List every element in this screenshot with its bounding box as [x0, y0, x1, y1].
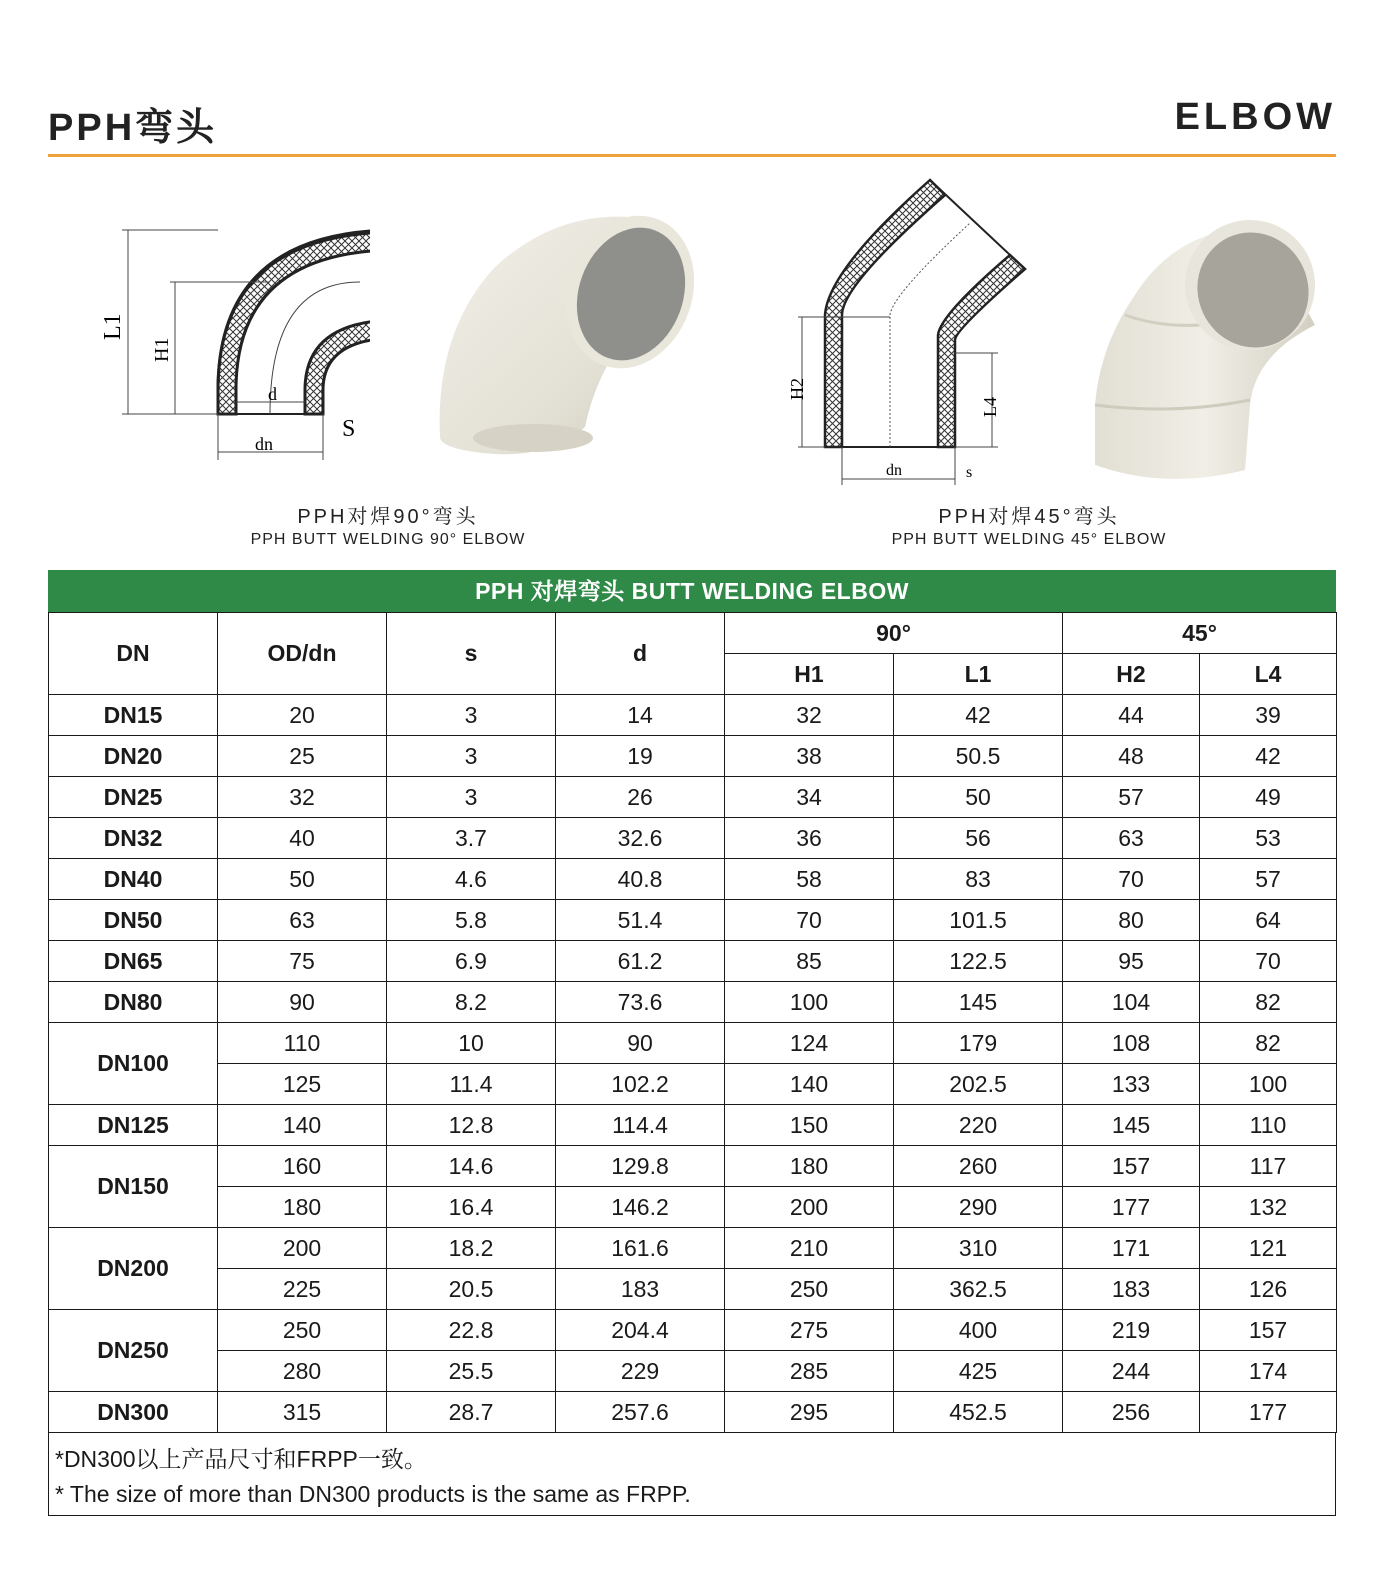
footnote-en: * The size of more than DN300 products is the same as FRPP.	[55, 1481, 691, 1507]
cell-od: 40	[218, 818, 387, 859]
table-row	[49, 1187, 1337, 1228]
cell-od: 63	[218, 900, 387, 941]
cell-h2: 244	[1063, 1351, 1200, 1392]
table-row	[49, 1105, 1337, 1146]
cell-l4: 82	[1200, 1023, 1337, 1064]
cell-l1: 425	[894, 1351, 1063, 1392]
cell-d: 161.6	[556, 1228, 725, 1269]
cell-d: 32.6	[556, 818, 725, 859]
col-header-h2: H2	[1063, 654, 1200, 695]
cell-h1: 210	[725, 1228, 894, 1269]
cell-h1: 58	[725, 859, 894, 900]
table-row	[49, 695, 1337, 736]
cell-l4: 177	[1200, 1392, 1337, 1433]
caption-90-zh: PPH对焊90°弯头	[297, 506, 479, 528]
cell-od: 125	[218, 1064, 387, 1105]
cell-od: 180	[218, 1187, 387, 1228]
table-row	[49, 777, 1337, 818]
table-row	[49, 941, 1337, 982]
col-group-90: 90°	[725, 613, 1063, 654]
cell-h2: 104	[1063, 982, 1200, 1023]
cell-l1: 202.5	[894, 1064, 1063, 1105]
label-d: d	[268, 384, 277, 404]
cell-s: 22.8	[387, 1310, 556, 1351]
elbow-45-drawing	[780, 175, 1040, 485]
spec-table-grid	[48, 612, 1337, 1433]
cell-d: 183	[556, 1269, 725, 1310]
cell-od: 75	[218, 941, 387, 982]
col-group-45: 45°	[1063, 613, 1337, 654]
spec-table	[48, 570, 1336, 1516]
cell-l4: 70	[1200, 941, 1337, 982]
cell-od: 160	[218, 1146, 387, 1187]
cell-h1: 275	[725, 1310, 894, 1351]
footnote-zh: *DN300以上产品尺寸和FRPP一致。	[55, 1446, 427, 1472]
cell-h2: 70	[1063, 859, 1200, 900]
cell-dn: DN250	[49, 1310, 218, 1392]
table-row	[49, 1351, 1337, 1392]
cell-od: 90	[218, 982, 387, 1023]
col-header-l4: L4	[1200, 654, 1337, 695]
cell-s: 20.5	[387, 1269, 556, 1310]
cell-l4: 53	[1200, 818, 1337, 859]
cell-l4: 174	[1200, 1351, 1337, 1392]
cell-od: 280	[218, 1351, 387, 1392]
cell-d: 14	[556, 695, 725, 736]
label-h2: H2	[787, 378, 807, 400]
label-l4: L4	[980, 397, 1000, 417]
cell-l1: 50.5	[894, 736, 1063, 777]
caption-90-en: PPH BUTT WELDING 90° ELBOW	[250, 531, 526, 548]
col-header-d: d	[556, 613, 725, 695]
cell-s: 10	[387, 1023, 556, 1064]
col-header-od: OD/dn	[218, 613, 387, 695]
cell-dn: DN150	[49, 1146, 218, 1228]
label-s: S	[342, 416, 356, 442]
elbow-45-photo	[1085, 205, 1320, 480]
cell-l1: 101.5	[894, 900, 1063, 941]
cell-l4: 64	[1200, 900, 1337, 941]
cell-s: 11.4	[387, 1064, 556, 1105]
table-row	[49, 1064, 1337, 1105]
caption-45-en: PPH BUTT WELDING 45° ELBOW	[891, 531, 1167, 548]
table-row	[49, 900, 1337, 941]
cell-d: 129.8	[556, 1146, 725, 1187]
cell-s: 4.6	[387, 859, 556, 900]
cell-s: 18.2	[387, 1228, 556, 1269]
cell-dn: DN300	[49, 1392, 218, 1433]
cell-od: 225	[218, 1269, 387, 1310]
cell-d: 51.4	[556, 900, 725, 941]
cell-l1: 42	[894, 695, 1063, 736]
cell-l1: 83	[894, 859, 1063, 900]
cell-h1: 124	[725, 1023, 894, 1064]
cell-d: 114.4	[556, 1105, 725, 1146]
cell-h2: 63	[1063, 818, 1200, 859]
cell-d: 229	[556, 1351, 725, 1392]
cell-od: 32	[218, 777, 387, 818]
cell-h2: 219	[1063, 1310, 1200, 1351]
cell-h1: 140	[725, 1064, 894, 1105]
cell-h1: 200	[725, 1187, 894, 1228]
cell-s: 12.8	[387, 1105, 556, 1146]
table-row	[49, 818, 1337, 859]
table-row	[49, 1269, 1337, 1310]
cell-l4: 82	[1200, 982, 1337, 1023]
cell-s: 14.6	[387, 1146, 556, 1187]
cell-l4: 132	[1200, 1187, 1337, 1228]
elbow-90-drawing	[100, 220, 370, 470]
cell-h2: 145	[1063, 1105, 1200, 1146]
page-title-en: ELBOW	[1174, 96, 1336, 138]
cell-l1: 260	[894, 1146, 1063, 1187]
cell-h1: 32	[725, 695, 894, 736]
cell-l4: 126	[1200, 1269, 1337, 1310]
cell-d: 26	[556, 777, 725, 818]
cell-dn: DN100	[49, 1023, 218, 1105]
cell-dn: DN80	[49, 982, 218, 1023]
cell-l1: 290	[894, 1187, 1063, 1228]
cell-h2: 133	[1063, 1064, 1200, 1105]
label-dn: dn	[255, 434, 273, 454]
col-header-dn: DN	[49, 613, 218, 695]
cell-l4: 157	[1200, 1310, 1337, 1351]
cell-h2: 108	[1063, 1023, 1200, 1064]
cell-dn: DN125	[49, 1105, 218, 1146]
cell-d: 146.2	[556, 1187, 725, 1228]
cell-l1: 220	[894, 1105, 1063, 1146]
cell-h2: 57	[1063, 777, 1200, 818]
cell-h2: 171	[1063, 1228, 1200, 1269]
cell-dn: DN50	[49, 900, 218, 941]
cell-od: 110	[218, 1023, 387, 1064]
cell-s: 3.7	[387, 818, 556, 859]
cell-l1: 122.5	[894, 941, 1063, 982]
cell-s: 3	[387, 736, 556, 777]
cell-d: 73.6	[556, 982, 725, 1023]
cell-l4: 57	[1200, 859, 1337, 900]
cell-s: 3	[387, 777, 556, 818]
cell-dn: DN25	[49, 777, 218, 818]
cell-l1: 179	[894, 1023, 1063, 1064]
table-row	[49, 859, 1337, 900]
cell-h1: 38	[725, 736, 894, 777]
cell-od: 250	[218, 1310, 387, 1351]
cell-od: 50	[218, 859, 387, 900]
cell-dn: DN200	[49, 1228, 218, 1310]
cell-l4: 49	[1200, 777, 1337, 818]
col-header-h1: H1	[725, 654, 894, 695]
table-row	[49, 1392, 1337, 1433]
cell-d: 204.4	[556, 1310, 725, 1351]
page-header	[48, 96, 1336, 157]
col-header-l1: L1	[894, 654, 1063, 695]
cell-l1: 452.5	[894, 1392, 1063, 1433]
cell-h1: 285	[725, 1351, 894, 1392]
table-row	[49, 1228, 1337, 1269]
table-row	[49, 1146, 1337, 1187]
cell-h1: 100	[725, 982, 894, 1023]
cell-s: 6.9	[387, 941, 556, 982]
cell-dn: DN32	[49, 818, 218, 859]
cell-l1: 145	[894, 982, 1063, 1023]
cell-d: 19	[556, 736, 725, 777]
cell-od: 315	[218, 1392, 387, 1433]
cell-od: 200	[218, 1228, 387, 1269]
cell-h2: 95	[1063, 941, 1200, 982]
cell-l1: 362.5	[894, 1269, 1063, 1310]
cell-od: 20	[218, 695, 387, 736]
cell-s: 25.5	[387, 1351, 556, 1392]
cell-d: 90	[556, 1023, 725, 1064]
elbow-90-photo	[435, 212, 695, 457]
cell-h2: 177	[1063, 1187, 1200, 1228]
cell-l1: 310	[894, 1228, 1063, 1269]
table-row	[49, 982, 1337, 1023]
table-row	[49, 1023, 1337, 1064]
cell-h2: 157	[1063, 1146, 1200, 1187]
cell-dn: DN15	[49, 695, 218, 736]
cell-l1: 56	[894, 818, 1063, 859]
cell-d: 61.2	[556, 941, 725, 982]
cell-h2: 256	[1063, 1392, 1200, 1433]
caption-elbow-90	[188, 500, 588, 549]
cell-h1: 180	[725, 1146, 894, 1187]
col-header-s: s	[387, 613, 556, 695]
label-l1: L1	[100, 313, 126, 340]
cell-h1: 34	[725, 777, 894, 818]
label-s-45: s	[966, 464, 973, 481]
cell-h2: 80	[1063, 900, 1200, 941]
label-dn-45: dn	[886, 462, 902, 479]
cell-l4: 42	[1200, 736, 1337, 777]
cell-h2: 183	[1063, 1269, 1200, 1310]
cell-h1: 85	[725, 941, 894, 982]
cell-h2: 44	[1063, 695, 1200, 736]
cell-dn: DN40	[49, 859, 218, 900]
caption-elbow-45	[829, 500, 1229, 549]
table-row	[49, 736, 1337, 777]
cell-s: 28.7	[387, 1392, 556, 1433]
cell-d: 257.6	[556, 1392, 725, 1433]
cell-l1: 50	[894, 777, 1063, 818]
cell-s: 5.8	[387, 900, 556, 941]
page-title-zh: PPH弯头	[48, 107, 218, 149]
cell-d: 102.2	[556, 1064, 725, 1105]
cell-od: 25	[218, 736, 387, 777]
table-title: PPH 对焊弯头 BUTT WELDING ELBOW	[48, 570, 1336, 612]
cell-h1: 250	[725, 1269, 894, 1310]
cell-l4: 39	[1200, 695, 1337, 736]
cell-l1: 400	[894, 1310, 1063, 1351]
cell-h1: 70	[725, 900, 894, 941]
cell-h1: 295	[725, 1392, 894, 1433]
cell-l4: 110	[1200, 1105, 1337, 1146]
table-row	[49, 1310, 1337, 1351]
cell-s: 8.2	[387, 982, 556, 1023]
cell-l4: 100	[1200, 1064, 1337, 1105]
cell-s: 16.4	[387, 1187, 556, 1228]
cell-od: 140	[218, 1105, 387, 1146]
cell-h2: 48	[1063, 736, 1200, 777]
cell-s: 3	[387, 695, 556, 736]
cell-dn: DN65	[49, 941, 218, 982]
cell-h1: 36	[725, 818, 894, 859]
cell-l4: 121	[1200, 1228, 1337, 1269]
cell-d: 40.8	[556, 859, 725, 900]
table-footnote	[48, 1433, 1336, 1516]
cell-dn: DN20	[49, 736, 218, 777]
label-h1: H1	[151, 337, 173, 362]
cell-l4: 117	[1200, 1146, 1337, 1187]
caption-45-zh: PPH对焊45°弯头	[938, 506, 1120, 528]
cell-h1: 150	[725, 1105, 894, 1146]
